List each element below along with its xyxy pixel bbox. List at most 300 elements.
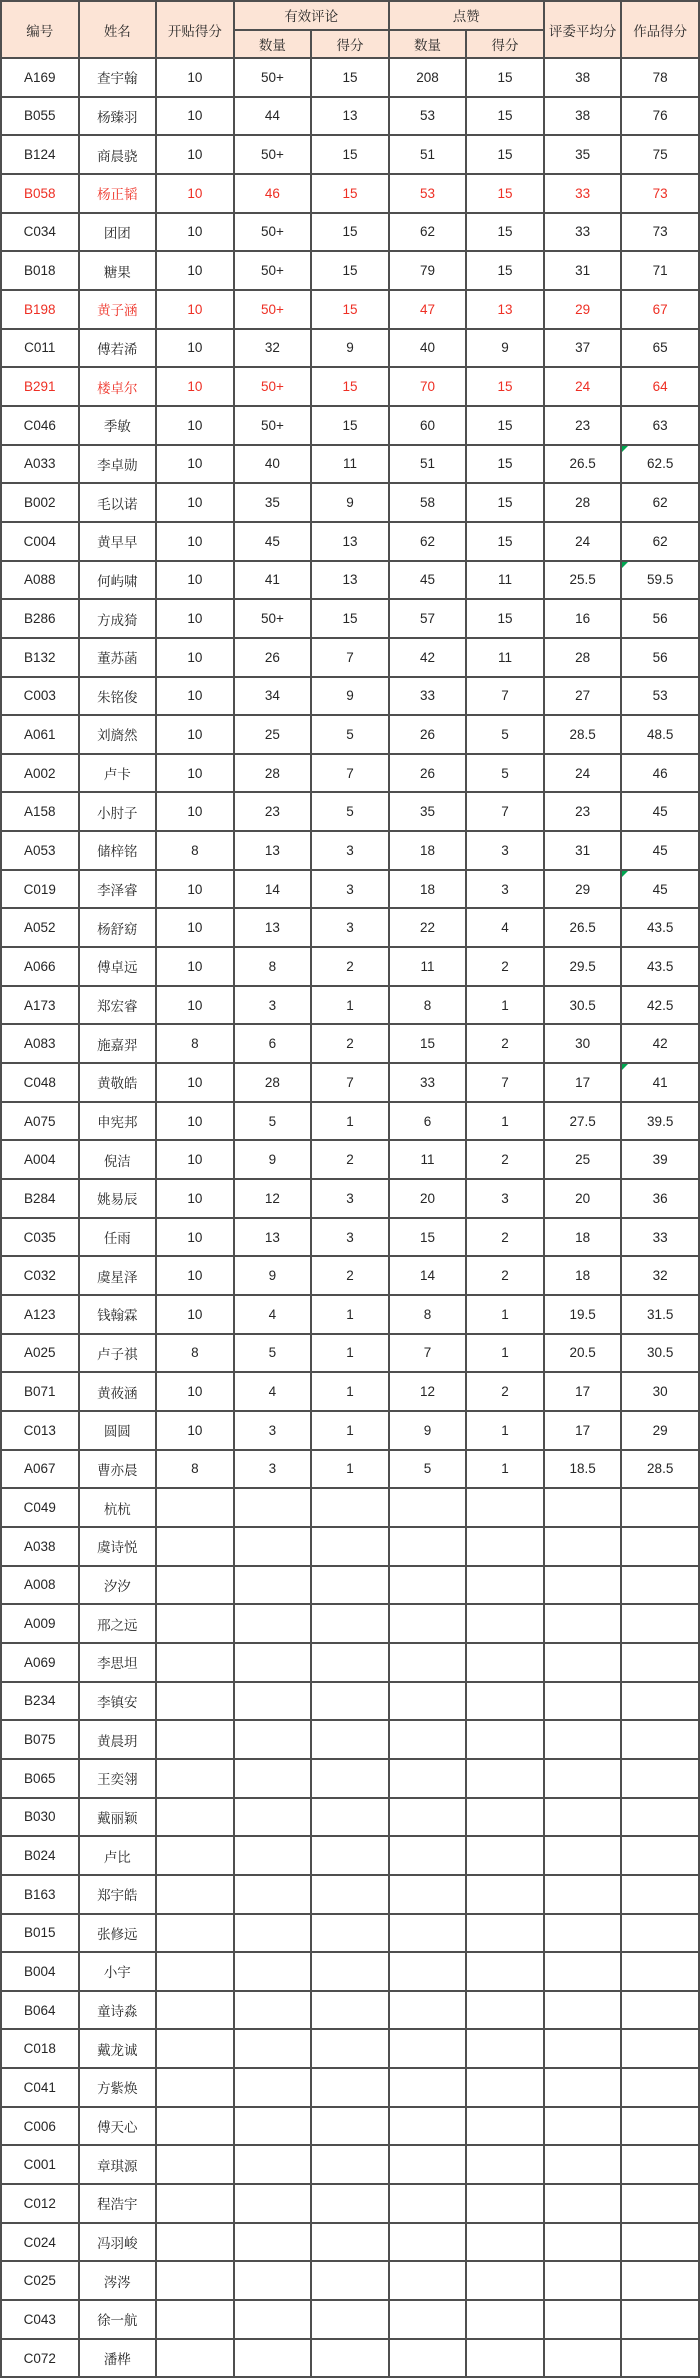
cell-name[interactable]: 涔涔 — [79, 2261, 157, 2300]
cell-l_score[interactable] — [466, 1991, 544, 2030]
cell-judge[interactable] — [544, 1914, 622, 1953]
cell-id[interactable]: C019 — [1, 870, 79, 909]
cell-l_count[interactable] — [389, 2184, 467, 2223]
cell-post[interactable] — [156, 1875, 234, 1914]
cell-l_count[interactable]: 79 — [389, 251, 467, 290]
cell-l_score[interactable] — [466, 1914, 544, 1953]
cell-name[interactable]: 李卓勋 — [79, 445, 157, 484]
cell-name[interactable]: 黄莜涵 — [79, 1372, 157, 1411]
cell-name[interactable]: 团团 — [79, 213, 157, 252]
cell-post[interactable] — [156, 2339, 234, 2378]
cell-id[interactable]: C043 — [1, 2300, 79, 2339]
cell-id[interactable]: C046 — [1, 406, 79, 445]
cell-c_score[interactable]: 11 — [311, 445, 389, 484]
cell-c_score[interactable]: 15 — [311, 599, 389, 638]
cell-total[interactable] — [621, 2068, 699, 2107]
header-likes-group[interactable]: 点赞 — [389, 1, 544, 30]
cell-total[interactable] — [621, 2184, 699, 2223]
cell-judge[interactable]: 31 — [544, 831, 622, 870]
cell-l_count[interactable] — [389, 1914, 467, 1953]
cell-post[interactable]: 8 — [156, 1450, 234, 1489]
cell-id[interactable]: C072 — [1, 2339, 79, 2378]
cell-id[interactable]: A088 — [1, 561, 79, 600]
cell-id[interactable]: A067 — [1, 1450, 79, 1489]
cell-name[interactable]: 杨正韬 — [79, 174, 157, 213]
cell-id[interactable]: A066 — [1, 947, 79, 986]
cell-c_score[interactable]: 2 — [311, 1256, 389, 1295]
cell-c_count[interactable]: 4 — [234, 1295, 312, 1334]
cell-l_score[interactable]: 3 — [466, 870, 544, 909]
cell-name[interactable]: 潘桦 — [79, 2339, 157, 2378]
cell-c_score[interactable]: 15 — [311, 367, 389, 406]
cell-c_count[interactable]: 3 — [234, 1450, 312, 1489]
cell-c_score[interactable]: 1 — [311, 1372, 389, 1411]
cell-c_count[interactable]: 13 — [234, 831, 312, 870]
cell-total[interactable]: 46 — [621, 754, 699, 793]
cell-l_count[interactable]: 51 — [389, 135, 467, 174]
cell-total[interactable]: 67 — [621, 290, 699, 329]
cell-total[interactable]: 71 — [621, 251, 699, 290]
cell-judge[interactable]: 24 — [544, 754, 622, 793]
cell-post[interactable] — [156, 2107, 234, 2146]
cell-l_score[interactable] — [466, 2339, 544, 2378]
cell-id[interactable]: A053 — [1, 831, 79, 870]
cell-l_count[interactable]: 11 — [389, 947, 467, 986]
cell-l_score[interactable]: 15 — [466, 599, 544, 638]
cell-c_score[interactable] — [311, 1952, 389, 1991]
cell-id[interactable]: A169 — [1, 58, 79, 97]
cell-l_count[interactable]: 18 — [389, 831, 467, 870]
cell-name[interactable]: 程浩宇 — [79, 2184, 157, 2223]
cell-total[interactable] — [621, 1875, 699, 1914]
cell-total[interactable]: 32 — [621, 1256, 699, 1295]
cell-c_score[interactable]: 1 — [311, 1295, 389, 1334]
cell-l_score[interactable] — [466, 2029, 544, 2068]
cell-c_score[interactable] — [311, 1488, 389, 1527]
cell-total[interactable]: 36 — [621, 1179, 699, 1218]
cell-id[interactable]: C024 — [1, 2223, 79, 2262]
cell-l_score[interactable] — [466, 1604, 544, 1643]
cell-c_count[interactable]: 3 — [234, 986, 312, 1025]
cell-total[interactable]: 62 — [621, 483, 699, 522]
cell-c_count[interactable]: 50+ — [234, 290, 312, 329]
cell-c_score[interactable] — [311, 1604, 389, 1643]
cell-name[interactable]: 楼卓尔 — [79, 367, 157, 406]
cell-total[interactable]: 59.5 — [621, 561, 699, 600]
cell-post[interactable] — [156, 2261, 234, 2300]
cell-judge[interactable]: 17 — [544, 1411, 622, 1450]
cell-c_score[interactable]: 1 — [311, 1102, 389, 1141]
cell-c_count[interactable] — [234, 2300, 312, 2339]
cell-l_count[interactable]: 12 — [389, 1372, 467, 1411]
cell-name[interactable]: 施嘉羿 — [79, 1024, 157, 1063]
cell-judge[interactable]: 26.5 — [544, 445, 622, 484]
cell-judge[interactable] — [544, 1991, 622, 2030]
cell-l_count[interactable] — [389, 1488, 467, 1527]
cell-total[interactable] — [621, 1836, 699, 1875]
cell-total[interactable] — [621, 1527, 699, 1566]
cell-c_count[interactable] — [234, 1914, 312, 1953]
cell-id[interactable]: A083 — [1, 1024, 79, 1063]
cell-id[interactable]: B015 — [1, 1914, 79, 1953]
cell-l_count[interactable]: 208 — [389, 58, 467, 97]
cell-total[interactable] — [621, 1798, 699, 1837]
cell-post[interactable]: 10 — [156, 754, 234, 793]
cell-post[interactable] — [156, 1527, 234, 1566]
header-comments-group[interactable]: 有效评论 — [234, 1, 389, 30]
cell-name[interactable]: 毛以诺 — [79, 483, 157, 522]
cell-l_score[interactable]: 13 — [466, 290, 544, 329]
cell-total[interactable] — [621, 2261, 699, 2300]
cell-name[interactable]: 傅卓远 — [79, 947, 157, 986]
cell-l_count[interactable]: 60 — [389, 406, 467, 445]
cell-name[interactable]: 任雨 — [79, 1218, 157, 1257]
cell-judge[interactable]: 27.5 — [544, 1102, 622, 1141]
cell-id[interactable]: A173 — [1, 986, 79, 1025]
cell-l_score[interactable]: 15 — [466, 522, 544, 561]
cell-total[interactable] — [621, 1991, 699, 2030]
cell-name[interactable]: 徐一航 — [79, 2300, 157, 2339]
cell-c_score[interactable]: 7 — [311, 754, 389, 793]
cell-judge[interactable]: 16 — [544, 599, 622, 638]
cell-c_count[interactable] — [234, 1759, 312, 1798]
cell-c_score[interactable]: 15 — [311, 135, 389, 174]
cell-l_score[interactable] — [466, 1875, 544, 1914]
cell-c_count[interactable]: 6 — [234, 1024, 312, 1063]
cell-c_score[interactable] — [311, 2300, 389, 2339]
cell-l_count[interactable]: 51 — [389, 445, 467, 484]
cell-judge[interactable]: 25.5 — [544, 561, 622, 600]
cell-id[interactable]: B124 — [1, 135, 79, 174]
cell-c_score[interactable] — [311, 2261, 389, 2300]
cell-judge[interactable]: 28 — [544, 638, 622, 677]
cell-post[interactable]: 10 — [156, 870, 234, 909]
header-likes-count[interactable]: 数量 — [389, 30, 467, 59]
cell-post[interactable] — [156, 2223, 234, 2262]
cell-post[interactable] — [156, 2184, 234, 2223]
cell-c_count[interactable] — [234, 1836, 312, 1875]
cell-c_count[interactable]: 9 — [234, 1140, 312, 1179]
cell-c_count[interactable] — [234, 1488, 312, 1527]
cell-post[interactable]: 10 — [156, 715, 234, 754]
cell-judge[interactable]: 26.5 — [544, 908, 622, 947]
cell-l_score[interactable] — [466, 1720, 544, 1759]
cell-l_count[interactable]: 15 — [389, 1024, 467, 1063]
cell-total[interactable] — [621, 2107, 699, 2146]
cell-c_count[interactable]: 44 — [234, 97, 312, 136]
cell-post[interactable]: 10 — [156, 483, 234, 522]
cell-l_score[interactable] — [466, 1488, 544, 1527]
cell-l_count[interactable]: 62 — [389, 213, 467, 252]
cell-id[interactable]: B284 — [1, 1179, 79, 1218]
cell-total[interactable]: 43.5 — [621, 947, 699, 986]
cell-c_count[interactable] — [234, 2107, 312, 2146]
cell-l_score[interactable] — [466, 1798, 544, 1837]
cell-total[interactable]: 48.5 — [621, 715, 699, 754]
cell-c_score[interactable] — [311, 2029, 389, 2068]
cell-judge[interactable] — [544, 2107, 622, 2146]
cell-c_score[interactable]: 1 — [311, 1450, 389, 1489]
cell-total[interactable] — [621, 1566, 699, 1605]
cell-l_count[interactable]: 57 — [389, 599, 467, 638]
cell-post[interactable]: 10 — [156, 677, 234, 716]
cell-post[interactable] — [156, 1566, 234, 1605]
cell-judge[interactable]: 20.5 — [544, 1334, 622, 1373]
header-comments-count[interactable]: 数量 — [234, 30, 312, 59]
cell-c_count[interactable]: 50+ — [234, 135, 312, 174]
cell-c_score[interactable]: 3 — [311, 908, 389, 947]
cell-c_count[interactable]: 50+ — [234, 406, 312, 445]
cell-c_count[interactable] — [234, 1875, 312, 1914]
cell-post[interactable]: 10 — [156, 986, 234, 1025]
cell-post[interactable]: 10 — [156, 1179, 234, 1218]
cell-c_count[interactable] — [234, 1952, 312, 1991]
cell-name[interactable]: 杨臻羽 — [79, 97, 157, 136]
cell-id[interactable]: B286 — [1, 599, 79, 638]
cell-judge[interactable]: 25 — [544, 1140, 622, 1179]
cell-name[interactable]: 卢子祺 — [79, 1334, 157, 1373]
header-id[interactable]: 编号 — [1, 1, 79, 58]
cell-c_count[interactable] — [234, 1682, 312, 1721]
cell-c_count[interactable] — [234, 2261, 312, 2300]
cell-post[interactable]: 10 — [156, 97, 234, 136]
cell-l_count[interactable]: 45 — [389, 561, 467, 600]
cell-total[interactable]: 29 — [621, 1411, 699, 1450]
cell-l_count[interactable] — [389, 2145, 467, 2184]
cell-post[interactable] — [156, 1759, 234, 1798]
cell-c_count[interactable]: 50+ — [234, 251, 312, 290]
cell-id[interactable]: C013 — [1, 1411, 79, 1450]
cell-judge[interactable] — [544, 2029, 622, 2068]
cell-post[interactable] — [156, 2029, 234, 2068]
cell-l_score[interactable]: 15 — [466, 213, 544, 252]
cell-judge[interactable]: 20 — [544, 1179, 622, 1218]
cell-c_score[interactable]: 15 — [311, 251, 389, 290]
cell-l_score[interactable] — [466, 2261, 544, 2300]
cell-total[interactable]: 39 — [621, 1140, 699, 1179]
cell-name[interactable]: 倪洁 — [79, 1140, 157, 1179]
cell-id[interactable]: A061 — [1, 715, 79, 754]
cell-l_count[interactable] — [389, 1527, 467, 1566]
cell-l_count[interactable]: 18 — [389, 870, 467, 909]
cell-c_score[interactable] — [311, 2223, 389, 2262]
cell-c_score[interactable]: 1 — [311, 1334, 389, 1373]
cell-l_score[interactable] — [466, 1566, 544, 1605]
cell-post[interactable]: 10 — [156, 1140, 234, 1179]
cell-total[interactable] — [621, 1488, 699, 1527]
cell-id[interactable]: A069 — [1, 1643, 79, 1682]
cell-c_count[interactable]: 5 — [234, 1102, 312, 1141]
cell-id[interactable]: B030 — [1, 1798, 79, 1837]
cell-judge[interactable] — [544, 1798, 622, 1837]
cell-judge[interactable]: 31 — [544, 251, 622, 290]
cell-post[interactable] — [156, 1836, 234, 1875]
cell-c_score[interactable]: 9 — [311, 483, 389, 522]
cell-l_count[interactable]: 9 — [389, 1411, 467, 1450]
cell-name[interactable]: 虞星泽 — [79, 1256, 157, 1295]
cell-judge[interactable] — [544, 2261, 622, 2300]
cell-id[interactable]: A002 — [1, 754, 79, 793]
cell-total[interactable]: 30.5 — [621, 1334, 699, 1373]
cell-c_score[interactable]: 15 — [311, 213, 389, 252]
cell-l_score[interactable]: 11 — [466, 638, 544, 677]
cell-total[interactable]: 65 — [621, 329, 699, 368]
cell-c_count[interactable]: 50+ — [234, 213, 312, 252]
cell-c_score[interactable] — [311, 2107, 389, 2146]
cell-total[interactable] — [621, 1952, 699, 1991]
cell-total[interactable]: 28.5 — [621, 1450, 699, 1489]
cell-total[interactable] — [621, 2339, 699, 2378]
cell-c_count[interactable]: 12 — [234, 1179, 312, 1218]
cell-total[interactable] — [621, 1720, 699, 1759]
cell-c_score[interactable]: 13 — [311, 97, 389, 136]
cell-c_score[interactable] — [311, 1914, 389, 1953]
cell-c_count[interactable]: 13 — [234, 908, 312, 947]
cell-l_count[interactable]: 40 — [389, 329, 467, 368]
cell-judge[interactable]: 18 — [544, 1256, 622, 1295]
cell-name[interactable]: 杭杭 — [79, 1488, 157, 1527]
cell-id[interactable]: B234 — [1, 1682, 79, 1721]
cell-post[interactable]: 10 — [156, 445, 234, 484]
cell-l_score[interactable]: 15 — [466, 58, 544, 97]
cell-post[interactable] — [156, 1643, 234, 1682]
cell-c_count[interactable] — [234, 2339, 312, 2378]
cell-name[interactable]: 戴丽颖 — [79, 1798, 157, 1837]
cell-judge[interactable]: 18.5 — [544, 1450, 622, 1489]
cell-name[interactable]: 童诗淼 — [79, 1991, 157, 2030]
cell-l_score[interactable]: 2 — [466, 1256, 544, 1295]
cell-id[interactable]: B075 — [1, 1720, 79, 1759]
cell-post[interactable]: 8 — [156, 1024, 234, 1063]
cell-id[interactable]: B064 — [1, 1991, 79, 2030]
cell-name[interactable]: 李思坦 — [79, 1643, 157, 1682]
cell-l_count[interactable]: 70 — [389, 367, 467, 406]
cell-judge[interactable]: 29 — [544, 870, 622, 909]
cell-l_count[interactable]: 8 — [389, 1295, 467, 1334]
cell-judge[interactable] — [544, 2339, 622, 2378]
cell-judge[interactable]: 23 — [544, 792, 622, 831]
cell-l_score[interactable]: 4 — [466, 908, 544, 947]
cell-c_count[interactable]: 41 — [234, 561, 312, 600]
cell-c_count[interactable] — [234, 1991, 312, 2030]
cell-id[interactable]: A004 — [1, 1140, 79, 1179]
cell-post[interactable]: 10 — [156, 561, 234, 600]
cell-l_score[interactable] — [466, 1952, 544, 1991]
cell-name[interactable]: 章琪源 — [79, 2145, 157, 2184]
cell-total[interactable]: 30 — [621, 1372, 699, 1411]
cell-id[interactable]: C032 — [1, 1256, 79, 1295]
cell-c_score[interactable] — [311, 1759, 389, 1798]
cell-id[interactable]: C025 — [1, 2261, 79, 2300]
cell-name[interactable]: 季敏 — [79, 406, 157, 445]
cell-post[interactable]: 10 — [156, 406, 234, 445]
cell-name[interactable]: 小肘子 — [79, 792, 157, 831]
cell-c_count[interactable]: 28 — [234, 754, 312, 793]
cell-name[interactable]: 黄早早 — [79, 522, 157, 561]
cell-name[interactable]: 张修远 — [79, 1914, 157, 1953]
cell-l_count[interactable]: 33 — [389, 1063, 467, 1102]
cell-l_score[interactable]: 3 — [466, 831, 544, 870]
cell-l_score[interactable]: 15 — [466, 483, 544, 522]
header-comments-score[interactable]: 得分 — [311, 30, 389, 59]
cell-l_count[interactable]: 20 — [389, 1179, 467, 1218]
cell-total[interactable]: 75 — [621, 135, 699, 174]
cell-l_score[interactable]: 1 — [466, 1295, 544, 1334]
cell-l_count[interactable] — [389, 1682, 467, 1721]
cell-judge[interactable] — [544, 2068, 622, 2107]
cell-c_score[interactable]: 9 — [311, 677, 389, 716]
cell-name[interactable]: 卢卡 — [79, 754, 157, 793]
cell-c_score[interactable] — [311, 2068, 389, 2107]
cell-c_score[interactable] — [311, 1682, 389, 1721]
cell-post[interactable]: 10 — [156, 1295, 234, 1334]
cell-c_score[interactable]: 13 — [311, 522, 389, 561]
cell-l_score[interactable]: 15 — [466, 135, 544, 174]
cell-c_count[interactable] — [234, 1527, 312, 1566]
cell-c_score[interactable] — [311, 1566, 389, 1605]
cell-l_count[interactable] — [389, 2223, 467, 2262]
cell-c_score[interactable] — [311, 2339, 389, 2378]
cell-c_count[interactable]: 3 — [234, 1411, 312, 1450]
cell-c_count[interactable]: 25 — [234, 715, 312, 754]
cell-total[interactable]: 56 — [621, 638, 699, 677]
cell-id[interactable]: C006 — [1, 2107, 79, 2146]
cell-post[interactable]: 10 — [156, 213, 234, 252]
cell-id[interactable]: C048 — [1, 1063, 79, 1102]
cell-l_score[interactable]: 5 — [466, 754, 544, 793]
cell-c_count[interactable]: 40 — [234, 445, 312, 484]
cell-judge[interactable]: 24 — [544, 367, 622, 406]
cell-id[interactable]: B024 — [1, 1836, 79, 1875]
cell-name[interactable]: 傅若浠 — [79, 329, 157, 368]
cell-name[interactable]: 李泽睿 — [79, 870, 157, 909]
cell-name[interactable]: 方成猗 — [79, 599, 157, 638]
cell-id[interactable]: A009 — [1, 1604, 79, 1643]
cell-total[interactable] — [621, 2029, 699, 2068]
cell-name[interactable]: 李镇安 — [79, 1682, 157, 1721]
cell-c_score[interactable]: 3 — [311, 831, 389, 870]
cell-l_score[interactable]: 2 — [466, 1218, 544, 1257]
cell-l_count[interactable]: 22 — [389, 908, 467, 947]
cell-total[interactable]: 42.5 — [621, 986, 699, 1025]
cell-c_score[interactable]: 15 — [311, 290, 389, 329]
cell-l_score[interactable]: 15 — [466, 406, 544, 445]
cell-name[interactable]: 方紫焕 — [79, 2068, 157, 2107]
cell-judge[interactable] — [544, 1527, 622, 1566]
cell-c_score[interactable]: 2 — [311, 1140, 389, 1179]
cell-c_count[interactable]: 13 — [234, 1218, 312, 1257]
cell-l_count[interactable]: 35 — [389, 792, 467, 831]
cell-post[interactable]: 10 — [156, 522, 234, 561]
cell-total[interactable]: 53 — [621, 677, 699, 716]
cell-post[interactable] — [156, 1720, 234, 1759]
cell-total[interactable] — [621, 1643, 699, 1682]
cell-c_score[interactable]: 3 — [311, 1218, 389, 1257]
cell-l_count[interactable]: 5 — [389, 1450, 467, 1489]
cell-total[interactable]: 62.5 — [621, 445, 699, 484]
cell-id[interactable]: B163 — [1, 1875, 79, 1914]
cell-c_score[interactable] — [311, 1875, 389, 1914]
cell-c_count[interactable]: 28 — [234, 1063, 312, 1102]
cell-judge[interactable]: 17 — [544, 1063, 622, 1102]
cell-post[interactable] — [156, 2145, 234, 2184]
cell-c_score[interactable] — [311, 1798, 389, 1837]
cell-id[interactable]: B071 — [1, 1372, 79, 1411]
cell-l_score[interactable]: 1 — [466, 986, 544, 1025]
cell-name[interactable]: 董苏菡 — [79, 638, 157, 677]
cell-c_score[interactable] — [311, 2145, 389, 2184]
cell-l_count[interactable] — [389, 1643, 467, 1682]
